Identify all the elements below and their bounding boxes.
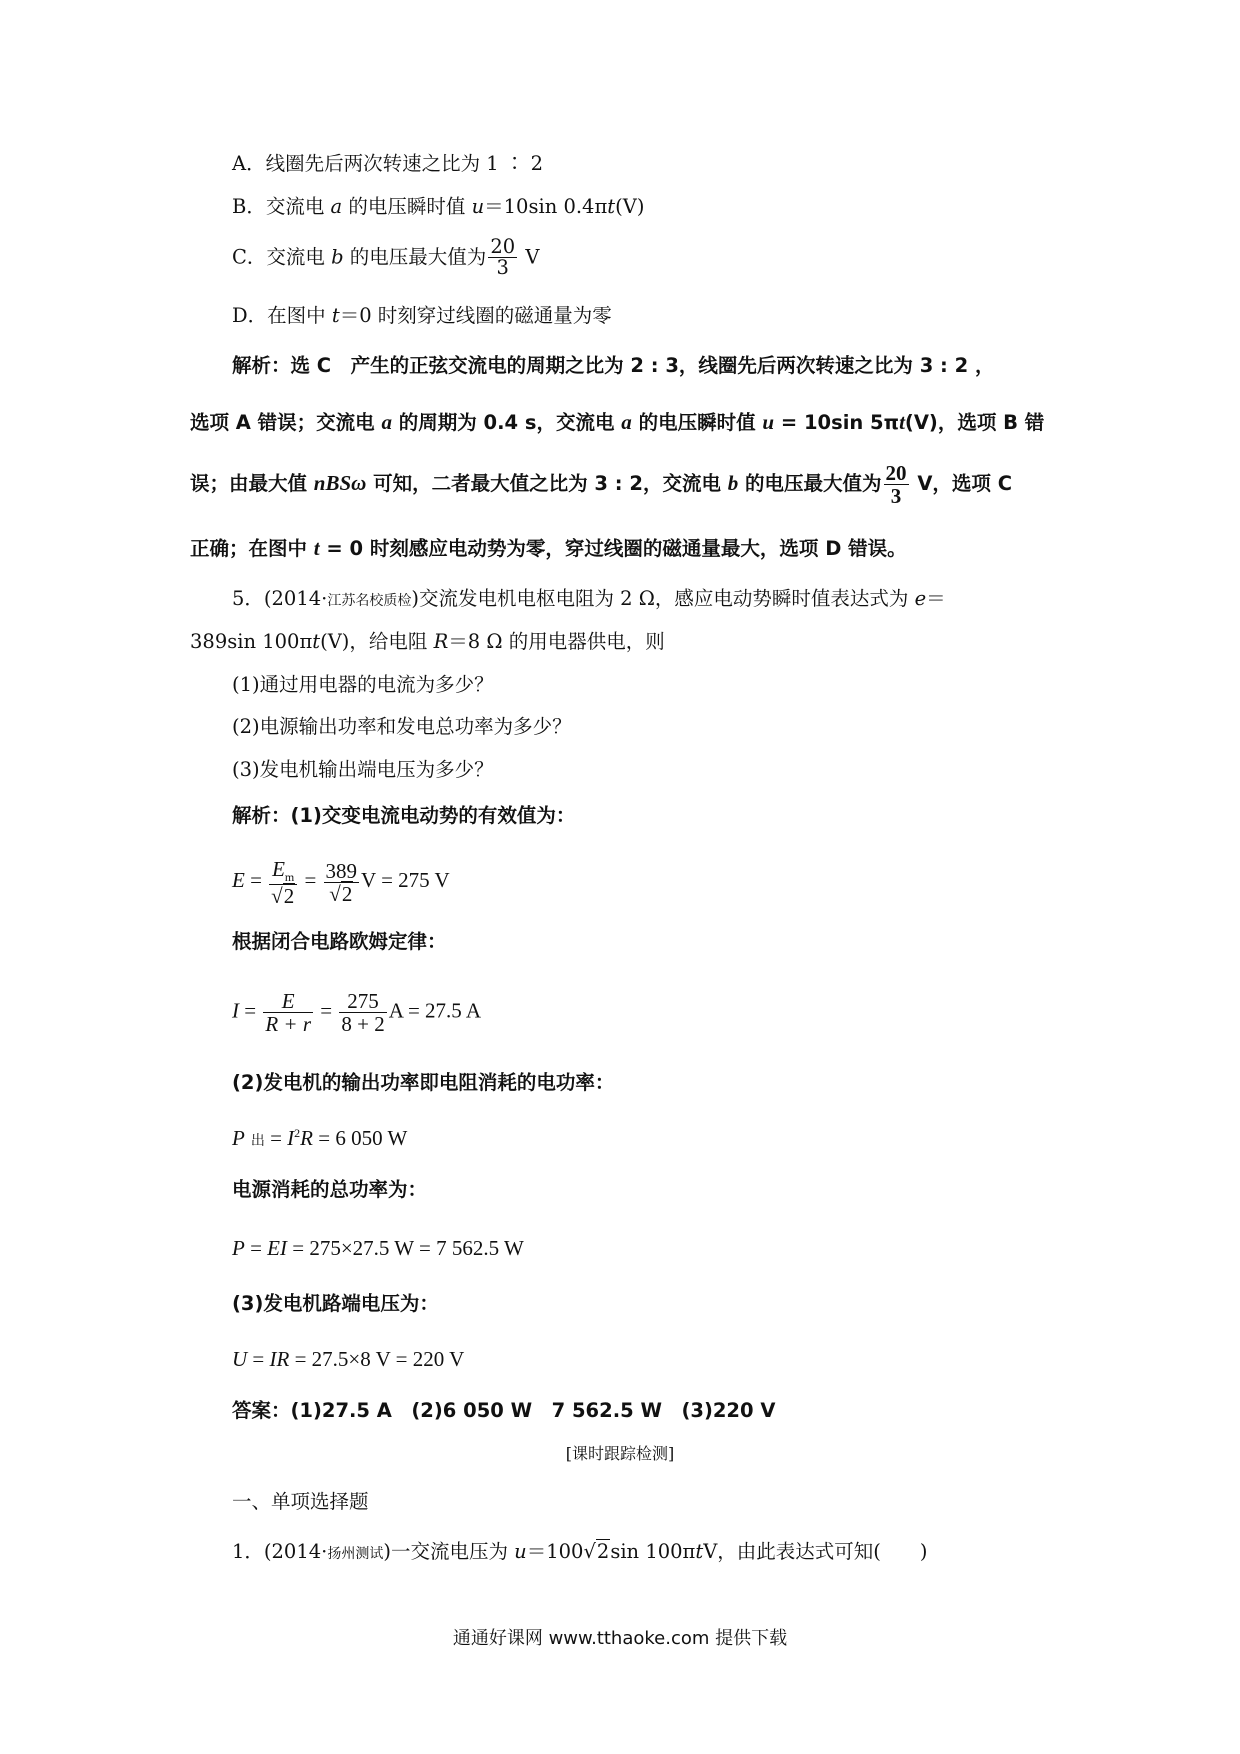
solution-heading-3: (2)发电机的输出功率即电阻消耗的电功率： [232, 1071, 615, 1094]
question-5-sub-1: (1)通过用电器的电流为多少？ [232, 673, 494, 696]
question-1: 1．(2014·扬州测试)一交流电压为 u＝100√2sin 100πtV，由此表达式可知( ) [232, 1540, 928, 1563]
fraction: $\frac{20}{3}$ [490, 235, 516, 280]
formula-i: I = $\frac{E}{R + r}$ = $\frac{275}{8 + 2}$ A = 27.5 A [232, 989, 482, 1037]
question-5-line-2: 389sin 100πt(V)，给电阻 R＝8 Ω 的用电器供电，则 [190, 630, 665, 653]
sqrt: √2 [583, 1540, 610, 1563]
fraction: $\frac{E}{R + r}$ [265, 989, 312, 1037]
option-c: C．交流电 b 的电压最大值为 $\frac{20}{3}$ V [232, 235, 540, 280]
formula-p-out: P出 = $I^2R = 6$ 050 W [232, 1126, 408, 1150]
analysis-line-1: 解析：选 C 产生的正弦交流电的周期之比为 2 : 3，线圈先后两次转速之比为 3 : 2 ， [232, 354, 995, 377]
analysis-line-3: 误；由最大值 nBSω 可知，二者最大值之比为 3 : 2，交流电 b 的电压最大值为 $\frac{20}{3}$ V，选项 C [190, 461, 1013, 509]
solution-heading-2: 根据闭合电路欧姆定律： [232, 930, 447, 953]
formula-u: U = IR = 27.5×8 V = 220 V [232, 1347, 465, 1371]
analysis-line-2: 选项 A 错误；交流电 a 的周期为 0.4 s，交流电 a 的电压瞬时值 u = 10sin 5πt(V)，选项 B 错 [190, 410, 1045, 434]
footer-text: 通通好课网 www.tthaoke.com 提供下载 [452, 1628, 788, 1649]
fraction: $\frac{20}{3}$ [885, 461, 907, 509]
section-tracking-label: [课时跟踪检测] [565, 1444, 675, 1463]
sqrt: √2 [329, 881, 353, 906]
solution-heading-5: (3)发电机路端电压为： [232, 1292, 439, 1315]
solution-heading-1: 解析：(1)交变电流电动势的有效值为： [232, 804, 576, 827]
question-5-line-1: 5．(2014·江苏名校质检)交流发电机电枢电阻为 2 Ω，感应电动势瞬时值表达式为 e＝ [232, 587, 946, 610]
formula-e: E = $\frac{E_m}{√2}$ = $\frac{389}{√2}$ V = 275 V [232, 857, 450, 908]
question-5-sub-2: (2)电源输出功率和发电总功率为多少？ [232, 715, 572, 738]
option-a: A．线圈先后两次转速之比为 1 ∶ 2 [232, 152, 543, 175]
option-b: B．交流电 a 的电压瞬时值 u＝10sin 0.4πt(V) [232, 195, 645, 218]
analysis-line-4: 正确；在图中 t = 0 时刻感应电动势为零，穿过线圈的磁通量最大，选项 D 错误。 [190, 536, 907, 560]
fraction: $\frac{E_m}{√2}$ [269, 858, 297, 907]
fraction: $\frac{275}{8 + 2}$ [341, 989, 385, 1037]
formula-p-total: P = EI = 275×27.5 W = 7 562.5 W [232, 1236, 524, 1260]
answer-line: 答案：(1)27.5 A (2)6 050 W 7 562.5 W (3)220 V [232, 1399, 776, 1422]
sqrt: √2 [271, 883, 295, 908]
question-5-sub-3: (3)发电机输出端电压为多少？ [232, 758, 494, 781]
fraction: $\frac{389}{√2}$ [325, 858, 358, 906]
option-d: D．在图中 t＝0 时刻穿过线圈的磁通量为零 [232, 304, 612, 327]
section-heading: 一、单项选择题 [232, 1490, 369, 1513]
solution-heading-4: 电源消耗的总功率为： [232, 1178, 428, 1201]
